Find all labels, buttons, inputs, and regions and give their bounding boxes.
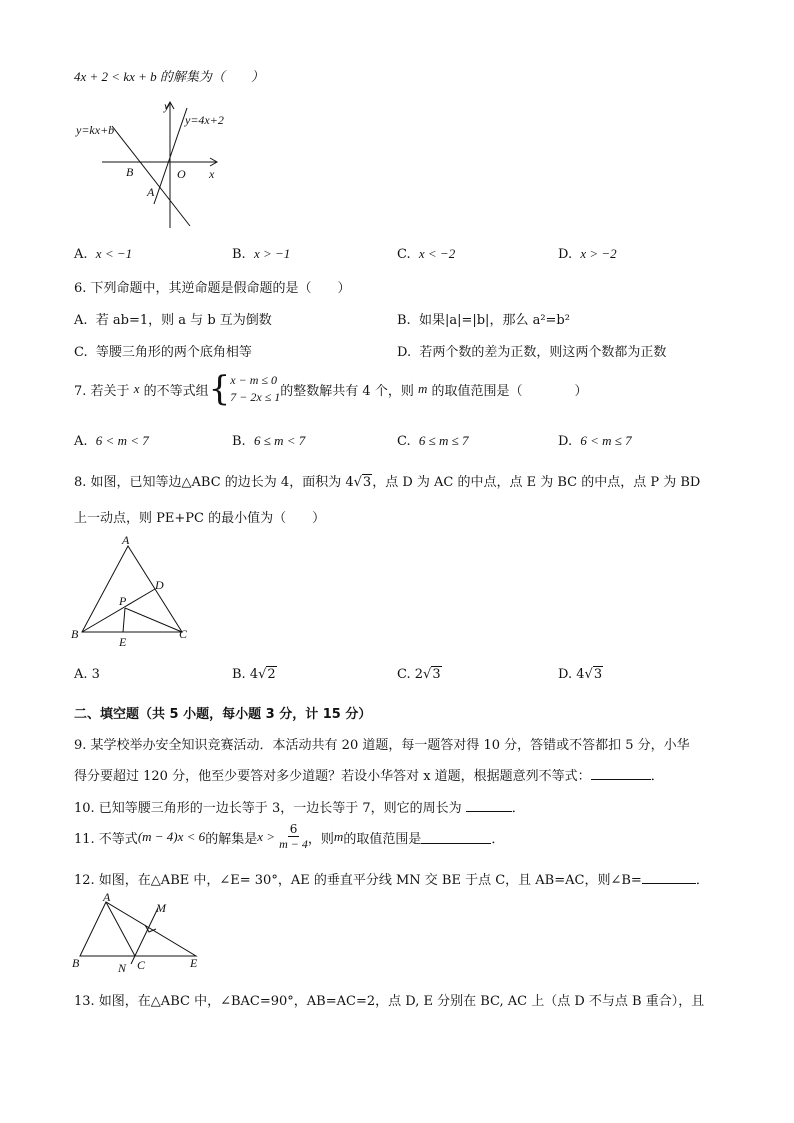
q8-option-b[interactable]: B. 4√2 (232, 667, 276, 682)
q7-option-a[interactable]: A. 6 < m < 7 (74, 433, 149, 449)
q8-label-e: E (119, 635, 127, 649)
q7-option-c[interactable]: C. 6 ≤ m ≤ 7 (397, 433, 469, 449)
q12-label-e: E (190, 956, 198, 970)
q8-option-a[interactable]: A. 3 (74, 667, 100, 682)
q12-label-c: C (137, 958, 146, 972)
q7-stem: 7. 若关于 x 的不等式组 { x − m ≤ 0 7 − 2x ≤ 1 的整数解共有 4 个，则 m 的取值范围是（ ） (74, 369, 588, 409)
point-a-label: A (147, 185, 155, 199)
x-axis-label: x (209, 167, 215, 181)
q9-line1: 9. 某学校举办安全知识竞赛活动．本活动共有 20 道题，每一题答对得 10 分，答错或不答都扣 5 分，小华 (74, 738, 690, 753)
q8-option-d[interactable]: D. 4√3 (558, 667, 603, 682)
q12-label-b: B (72, 956, 80, 970)
q8-label-b: B (71, 627, 79, 641)
q9-answer-blank[interactable] (591, 767, 651, 780)
q11-fraction: $\frac{6}{m - 4}$ (279, 822, 308, 851)
q11-answer-blank[interactable] (421, 831, 491, 844)
q8-line1: 8. 如图，已知等边△ABC 的边长为 4，面积为 4√3，点 D 为 AC 的中点，点 E 为 BC 的中点，点 P 为 BD (74, 475, 701, 490)
q12-answer-blank[interactable] (642, 871, 696, 884)
q6-option-b[interactable]: B. 如果|a|=|b|，那么 a²=b² (397, 313, 570, 328)
q5-option-a[interactable]: A. x < −1 (74, 246, 133, 262)
section2-heading: 二、填空题（共 5 小题，每小题 3 分，计 15 分） (74, 707, 372, 722)
q12-label-n: N (118, 961, 127, 974)
origin-label: O (177, 167, 186, 181)
q7-option-b[interactable]: B. 6 ≤ m < 7 (232, 433, 306, 449)
q7-option-d[interactable]: D. 6 < m ≤ 7 (558, 433, 632, 449)
q6-option-d[interactable]: D. 若两个数的差为正数，则这两个数都为正数 (397, 345, 667, 360)
q9-line2: 得分要超过 120 分，他至少要答对多少道题？若设小华答对 x 道题，根据题意列不等式： ． (74, 769, 664, 784)
q5-option-b[interactable]: B. x > −1 (232, 246, 291, 262)
line-4x-2-label: y=4x+2 (185, 113, 224, 127)
q12-label-a: A (103, 892, 111, 904)
q11-line: 11. 不等式 (m − 4)x < 6 的解集是 x > $\frac{6}{m - 4}$ ，则 m 的取值范围是 ． (74, 822, 505, 851)
q12-label-m: M (156, 901, 166, 915)
q8-label-c: C (179, 627, 188, 641)
point-b-label: B (126, 165, 134, 179)
q5-option-c[interactable]: C. x < −2 (397, 246, 456, 262)
q8-label-p: P (119, 594, 127, 608)
q8-triangle-figure (68, 532, 198, 652)
q8-label-d: D (155, 578, 164, 592)
q10-line: 10. 已知等腰三角形的一边长等于 3，一边长等于 7，则它的周长为 ． (74, 801, 525, 816)
q6-option-a[interactable]: A. 若 ab=1，则 a 与 b 互为倒数 (74, 313, 272, 328)
y-axis-label: y (164, 99, 170, 113)
q5-stem: 4x + 2 < kx + b 的解集为（ ） (74, 69, 264, 84)
q13-line: 13. 如图，在△ABC 中，∠BAC=90°，AB=AC=2，点 D, E 分别在 BC, AC 上（点 D 不与点 B 重合），且 (74, 994, 705, 1009)
line-kx-b-label: y=kx+b (76, 123, 115, 137)
q12-line: 12. 如图，在△ABE 中，∠E= 30°，AE 的垂直平分线 MN 交 BE 于点 C，且 AB=AC，则∠B= ． (74, 873, 709, 888)
q5-option-d[interactable]: D. x > −2 (558, 246, 617, 262)
inequality-system: x − m ≤ 0 7 − 2x ≤ 1 (230, 373, 281, 404)
q12-triangle-figure (68, 892, 208, 974)
q6-option-c[interactable]: C. 等腰三角形的两个底角相等 (74, 345, 252, 360)
q8-label-a: A (122, 533, 130, 547)
system-brace: { (208, 369, 231, 409)
q10-answer-blank[interactable] (466, 799, 512, 812)
q5-graph (72, 96, 252, 236)
q6-stem: 6. 下列命题中，其逆命题是假命题的是（ ） (74, 281, 351, 296)
q8-option-c[interactable]: C. 2√3 (397, 667, 441, 682)
q8-line2: 上一动点，则 PE+PC 的最小值为（ ） (74, 511, 326, 526)
